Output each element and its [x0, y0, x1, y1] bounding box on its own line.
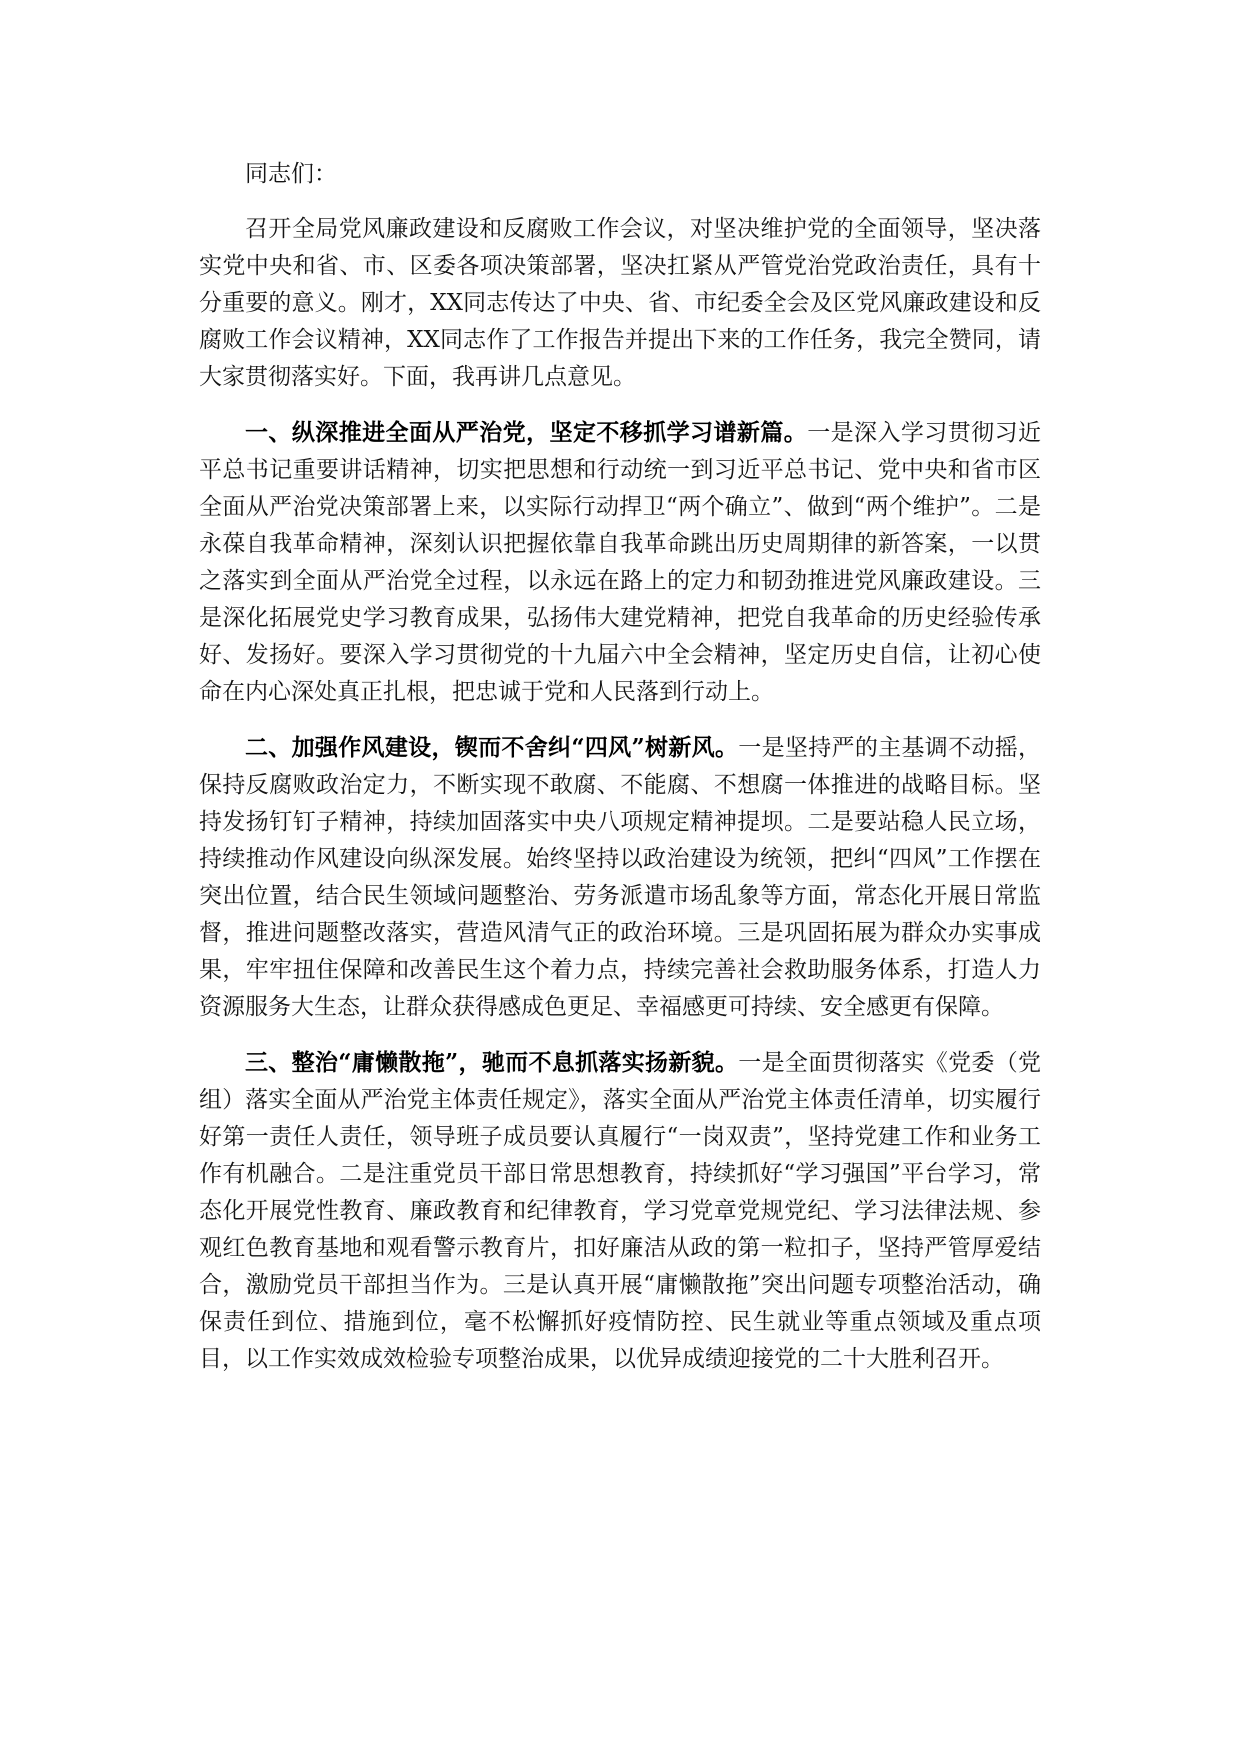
speech-body [199, 156, 1041, 1396]
section-1-body: 一是深入学习贯彻习近平总书记重要讲话精神，切实把思想和行动统一到习近平总书记、党中央和省市区全面从严治党决策部署上来，以实际行动捍卫“两个确立”、做到“两个维护”。二是永葆自我革命精神，深刻认识把握依靠自我革命跳出历史周期律的新答案，一以贯之落实到全面从严治党全过程，以永远在路上的定力和韧劲推进党风廉政建设。三是深化拓展党史学习教育成果，弘扬伟大建党精神，把党自我革命的历史经验传承好、发扬好。要深入学习贯彻党的十九届六中全会精神，坚定历史自信，让初心使命在内心深处真正扎根，把忠诚于党和人民落到行动上。 [199, 420, 1042, 705]
section-1-heading: 一、纵深推进全面从严治党，坚定不移抓学习谱新篇。 [245, 419, 808, 446]
section-2-heading: 二、加强作风建设，锲而不舍纠“四风”树新风。 [245, 734, 739, 761]
section-2-paragraph [199, 729, 1041, 1026]
salutation: 同志们： [245, 161, 337, 187]
section-3-body: 一是全面贯彻落实《党委（党组）落实全面从严治党主体责任规定》，落实全面从严治党主体责任清单，切实履行好第一责任人责任，领导班子成员要认真履行“一岗双责”，坚持党建工作和业务工作有机融合。二是注重党员干部日常思想教育，持续抓好“学习强国”平台学习，常态化开展党性教育、廉政教育和纪律教育，学习党章党规党纪、学习法律法规、参观红色教育基地和观看警示教育片，扣好廉洁从政的第一粒扣子，坚持严管厚爱结合，激励党员干部担当作为。三是认真开展“庸懒散拖”突出问题专项整治活动，确保责任到位、措施到位，毫不松懈抓好疫情防控、民生就业等重点领域及重点项目，以工作实效成效检验专项整治成果，以优异成绩迎接党的二十大胜利召开。 [199, 1050, 1041, 1372]
section-1-paragraph [199, 414, 1041, 711]
section-3-paragraph [199, 1044, 1041, 1378]
intro-paragraph: 召开全局党风廉政建设和反腐败工作会议，对坚决维护党的全面领导，坚决落实党中央和省、市、区委各项决策部署，坚决扛紧从严管党治党政治责任，具有十分重要的意义。刚才，XX同志传达了中央、省、市纪委全会及区党风廉政建设和反腐败工作会议精神，XX同志作了工作报告并提出下来的工作任务，我完全赞同，请大家贯彻落实好。下面，我再讲几点意见。 [199, 216, 1041, 390]
section-2-body: 一是坚持严的主基调不动摇，保持反腐败政治定力，不断实现不敢腐、不能腐、不想腐一体推进的战略目标。坚持发扬钉钉子精神，持续加固落实中央八项规定精神提坝。二是要站稳人民立场，持续推动作风建设向纵深发展。始终坚持以政治建设为统领，把纠“四风”工作摆在突出位置，结合民生领域问题整治、劳务派遣市场乱象等方面，常态化开展日常监督，推进问题整改落实，营造风清气正的政治环境。三是巩固拓展为群众办实事成果，牢牢扭住保障和改善民生这个着力点，持续完善社会救助服务体系，打造人力资源服务大生态，让群众获得感成色更足、幸福感更可持续、安全感更有保障。 [199, 735, 1041, 1020]
section-3-heading: 三、整治“庸懒散拖”，驰而不息抓落实扬新貌。 [245, 1049, 739, 1076]
